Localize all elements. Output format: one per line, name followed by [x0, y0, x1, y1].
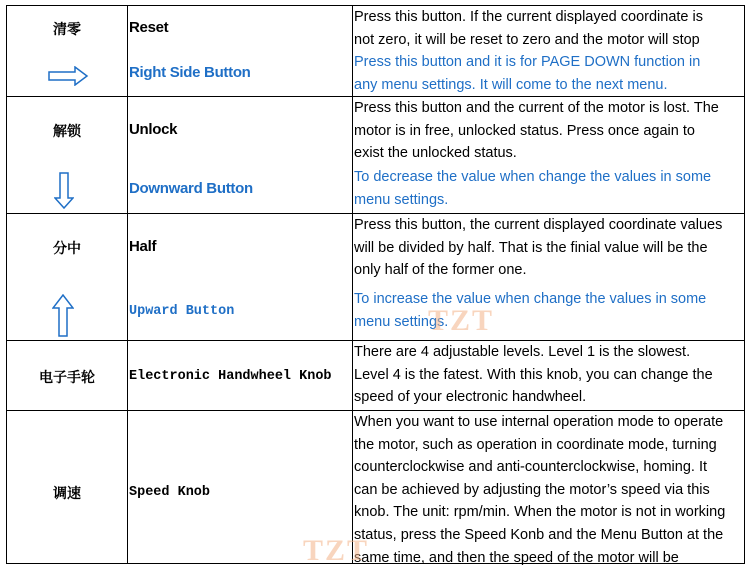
description-line: speed of your electronic handwheel.	[354, 389, 587, 406]
description-line: will be divided by half. That is the finial value will be the	[354, 239, 708, 256]
description-line: can be achieved by adjusting the motor’s speed via this	[354, 481, 710, 498]
alt-button-name: Upward Button	[129, 304, 235, 319]
down-arrow-icon	[54, 172, 74, 210]
chinese-label-cell	[7, 214, 128, 340]
description-line: not zero, it will be reset to zero and the motor will stop	[354, 31, 700, 48]
table-row-reset	[7, 6, 744, 96]
button-function-table	[6, 5, 745, 567]
description-cell	[352, 411, 744, 566]
description-line: motor is in free, unlocked status. Press once again to	[354, 122, 695, 139]
description-line: exist the unlocked status.	[354, 145, 517, 162]
description-cell	[352, 214, 744, 340]
watermark: TZT	[428, 304, 495, 337]
chinese-label-cell	[7, 97, 128, 213]
alt-description	[354, 288, 742, 333]
description-cell	[352, 97, 744, 213]
alt-button-name: Downward Button	[129, 180, 253, 197]
up-arrow-icon	[52, 294, 74, 338]
alt-button-name: Right Side Button	[129, 64, 251, 81]
description-line: any menu settings. It will come to the next menu.	[354, 76, 668, 93]
name-cell	[127, 6, 353, 96]
button-name: Unlock	[129, 121, 178, 138]
chinese-label: 分中	[53, 241, 81, 257]
description-line: Press this button and the current of the motor is lost. The	[354, 100, 719, 116]
button-name: Half	[129, 238, 157, 255]
description-line: To decrease the value when change the values in some	[354, 169, 712, 185]
description	[354, 6, 742, 51]
chinese-label: 电子手轮	[39, 370, 95, 386]
description-cell	[352, 6, 744, 96]
name-cell	[127, 341, 353, 410]
chinese-label: 清零	[53, 22, 81, 38]
description-line: Press this button. If the current displayed coordinate is	[354, 9, 703, 25]
description	[354, 341, 742, 409]
description-line: same time, and then the speed of the motor will be	[354, 549, 679, 566]
table-row-handwheel	[7, 340, 744, 410]
description-line: menu settings.	[354, 191, 449, 208]
description-line: counterclockwise and anti-counterclockwise, homing. It	[354, 459, 707, 476]
description-line: knob. The unit: rpm/min. When the motor is not in working	[354, 504, 726, 521]
name-cell	[127, 214, 353, 340]
description-line: only half of the former one.	[354, 262, 527, 279]
chinese-label-cell	[7, 6, 128, 96]
table-row-speed-knob	[7, 410, 744, 566]
description-cell	[352, 341, 744, 410]
chinese-label-cell	[7, 411, 128, 563]
description-line: menu settings.	[354, 313, 449, 330]
description	[354, 97, 742, 165]
description-line: Press this button, the current displayed coordinate values	[354, 217, 723, 233]
chinese-label: 调速	[53, 486, 81, 502]
alt-description	[354, 51, 742, 96]
chinese-label-cell	[7, 341, 128, 410]
description	[354, 214, 742, 282]
right-arrow-icon	[47, 66, 89, 86]
description-line: status, press the Speed Konb and the Menu Button at the	[354, 526, 724, 543]
button-name: Reset	[129, 19, 169, 36]
description	[354, 411, 742, 569]
table-row-unlock	[7, 96, 744, 213]
description-line: When you want to use internal operation mode to operate	[354, 414, 724, 430]
description-line: To increase the value when change the values in some	[354, 291, 707, 307]
watermark: TZT	[303, 534, 370, 567]
description-line: There are 4 adjustable levels. Level 1 is the slowest.	[354, 344, 691, 360]
description-line: the motor, such as operation in coordinate mode, turning	[354, 436, 717, 453]
description-line: Level 4 is the fatest. With this knob, you can change the	[354, 366, 713, 383]
button-name: Electronic Handwheel Knob	[129, 369, 332, 384]
name-cell	[127, 97, 353, 213]
description-line: Press this button and it is for PAGE DOWN function in	[354, 54, 701, 70]
button-name: Speed Knob	[129, 485, 211, 500]
alt-description	[354, 166, 742, 211]
chinese-label: 解锁	[53, 124, 81, 140]
table-row-half	[7, 213, 744, 340]
